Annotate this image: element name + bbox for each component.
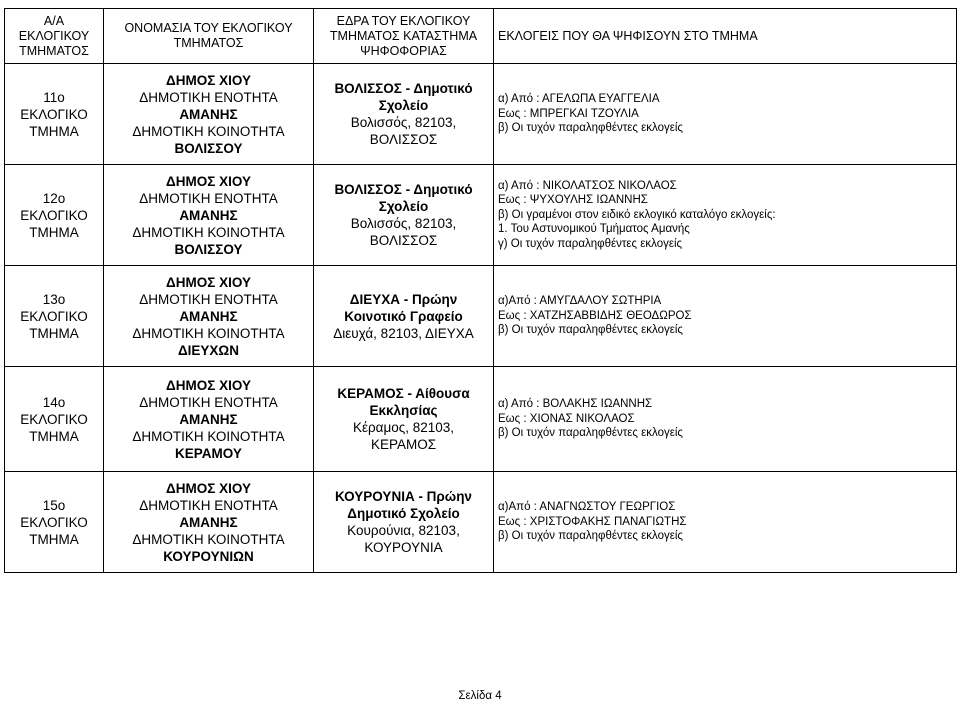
name-line: ΑΜΑΝΗΣ	[179, 411, 238, 427]
name-line: ΔΗΜΟΤΙΚΗ ΕΝΟΤΗΤΑ	[139, 89, 278, 105]
name-line: ΔΗΜΟΣ ΧΙΟΥ	[166, 377, 251, 393]
name-line: ΑΜΑΝΗΣ	[179, 106, 238, 122]
station-number	[5, 472, 104, 573]
station-number	[5, 64, 104, 165]
name-line: ΔΗΜΟΣ ΧΙΟΥ	[166, 173, 251, 189]
station-number	[5, 266, 104, 367]
table-row	[5, 367, 957, 472]
voters-line: β) Οι τυχόν παραληφθέντες εκλογείς	[498, 530, 683, 543]
header-line: ΕΚΛΟΓΕΙΣ ΠΟΥ ΘΑ ΨΗΦΙΣΟΥΝ ΣΤΟ ΤΜΗΜΑ	[498, 28, 758, 43]
name-line: ΔΙΕΥΧΩΝ	[177, 342, 240, 358]
number-line: ΤΜΗΜΑ	[29, 531, 79, 547]
name-line: ΒΟΛΙΣΣΟΥ	[174, 140, 243, 156]
station-seat	[314, 165, 494, 266]
header-line: Α/Α	[43, 13, 65, 28]
seat-line: Εκκλησίας	[369, 403, 438, 418]
name-line: ΔΗΜΟΤΙΚΗ ΚΟΙΝΟΤΗΤΑ	[132, 325, 285, 341]
seat-line: Σχολείο	[378, 98, 429, 113]
station-name	[104, 165, 314, 266]
number-line: ΤΜΗΜΑ	[29, 123, 79, 139]
name-line: ΔΗΜΟΤΙΚΗ ΕΝΟΤΗΤΑ	[139, 497, 278, 513]
polling-stations-table	[4, 8, 957, 573]
name-line: ΔΗΜΟΣ ΧΙΟΥ	[166, 274, 251, 290]
header-col-name	[104, 9, 314, 64]
name-line: ΚΕΡΑΜΟΥ	[175, 445, 242, 461]
station-seat	[314, 367, 494, 472]
name-line: ΑΜΑΝΗΣ	[179, 207, 238, 223]
table-row	[5, 64, 957, 165]
number-line: ΤΜΗΜΑ	[29, 325, 79, 341]
table-header-row	[5, 9, 957, 64]
station-voters	[494, 472, 957, 573]
voters-line: β) Οι γραμένοι στον ειδικό εκλογικό καταλόγο εκλογείς:	[498, 208, 776, 221]
seat-line: Σχολείο	[378, 199, 429, 214]
name-line: ΔΗΜΟΤΙΚΗ ΕΝΟΤΗΤΑ	[139, 291, 278, 307]
number-line: 12ο	[42, 190, 66, 206]
name-line: ΔΗΜΟΣ ΧΙΟΥ	[166, 480, 251, 496]
number-line: 11ο	[43, 89, 65, 105]
voters-line: Εως : ΧΙΟΝΑΣ ΝΙΚΟΛΑΟΣ	[498, 412, 635, 425]
voters-line: α) Από : ΒΟΛΑΚΗΣ ΙΩΑΝΝΗΣ	[498, 398, 653, 411]
header-line: ΤΜΗΜΑΤΟΣ ΚΑΤΑΣΤΗΜΑ	[329, 28, 478, 43]
voters-line: 1. Του Αστυνομικού Τμήματος Αμανής	[498, 223, 690, 236]
number-line: 14ο	[42, 394, 66, 410]
header-line: ΟΝΟΜΑΣΙΑ ΤΟΥ ΕΚΛΟΓΙΚΟΥ	[124, 21, 293, 35]
page-number: Σελίδα 4	[458, 690, 502, 702]
name-line: ΔΗΜΟΤΙΚΗ ΕΝΟΤΗΤΑ	[139, 190, 278, 206]
table-row	[5, 165, 957, 266]
voters-line: Εως : ΜΠΡΕΓΚΑΙ ΤΖΟΥΛΙΑ	[498, 107, 639, 120]
number-line: ΤΜΗΜΑ	[29, 428, 79, 444]
voters-line: α)Από : ΑΜΥΓΔΑΛΟΥ ΣΩΤΗΡΙΑ	[498, 295, 662, 308]
name-line: ΔΗΜΟΤΙΚΗ ΚΟΙΝΟΤΗΤΑ	[132, 531, 285, 547]
seat-line: ΒΟΛΙΣΣΟΣ	[369, 233, 438, 248]
number-line: ΕΚΛΟΓΙΚΟ	[20, 308, 88, 324]
header-line: ΕΔΡΑ ΤΟΥ ΕΚΛΟΓΙΚΟΥ	[336, 13, 471, 28]
header-col-seat	[314, 9, 494, 64]
voters-line: β) Οι τυχόν παραληφθέντες εκλογείς	[498, 324, 683, 337]
name-line: ΔΗΜΟΣ ΧΙΟΥ	[166, 72, 251, 88]
seat-line: Βολισσός, 82103,	[350, 216, 457, 231]
seat-line: ΒΟΛΙΣΣΟΣ	[369, 132, 438, 147]
station-voters	[494, 64, 957, 165]
station-seat	[314, 64, 494, 165]
name-line: ΔΗΜΟΤΙΚΗ ΚΟΙΝΟΤΗΤΑ	[132, 123, 285, 139]
name-line: ΔΗΜΟΤΙΚΗ ΚΟΙΝΟΤΗΤΑ	[132, 428, 285, 444]
name-line: ΑΜΑΝΗΣ	[179, 308, 238, 324]
header-line: ΤΜΗΜΑΤΟΣ	[19, 43, 89, 58]
table-row	[5, 266, 957, 367]
station-name	[104, 472, 314, 573]
seat-line: Διευχά, 82103, ΔΙΕΥΧΑ	[333, 325, 474, 341]
voters-line: γ) Οι τυχόν παραληφθέντες εκλογείς	[498, 237, 683, 250]
number-line: ΕΚΛΟΓΙΚΟ	[20, 514, 88, 530]
station-seat	[314, 266, 494, 367]
station-number	[5, 367, 104, 472]
voters-line: Εως : ΧΡΙΣΤΟΦΑΚΗΣ ΠΑΝΑΓΙΩΤΗΣ	[498, 515, 687, 528]
seat-line: Κουρούνια, 82103,	[347, 523, 460, 538]
seat-line: Κέραμος, 82103,	[352, 420, 455, 435]
name-line: ΔΗΜΟΤΙΚΗ ΕΝΟΤΗΤΑ	[139, 394, 278, 410]
seat-line: ΚΟΥΡΟΥΝΙΑ - Πρώην	[335, 489, 472, 504]
header-col-number	[5, 9, 104, 64]
station-voters	[494, 266, 957, 367]
header-line: ΤΜΗΜΑΤΟΣ	[173, 36, 244, 50]
station-seat	[314, 472, 494, 573]
number-line: 15ο	[42, 497, 66, 513]
station-voters	[494, 367, 957, 472]
voters-line: α)Από : ΑΝΑΓΝΩΣΤΟΥ ΓΕΩΡΓΙΟΣ	[498, 501, 676, 514]
seat-line: ΚΟΥΡΟΥΝΙΑ	[364, 540, 443, 555]
seat-line: Βολισσός, 82103,	[350, 115, 457, 130]
station-name	[104, 367, 314, 472]
number-line: ΕΚΛΟΓΙΚΟ	[20, 106, 88, 122]
station-name	[104, 64, 314, 165]
name-line: ΑΜΑΝΗΣ	[179, 514, 238, 530]
number-line: ΤΜΗΜΑ	[29, 224, 79, 240]
station-number	[5, 165, 104, 266]
voters-line: β) Οι τυχόν παραληφθέντες εκλογείς	[498, 122, 683, 135]
number-line: 13ο	[42, 291, 66, 307]
seat-line: ΒΟΛΙΣΣΟΣ - Δημοτικό	[334, 182, 473, 197]
seat-line: ΔΙΕΥΧΑ - Πρώην	[349, 291, 458, 307]
voters-line: α) Από : ΑΓΕΛΩΠΑ ΕΥΑΓΓΕΛΙΑ	[498, 93, 660, 106]
seat-line: ΚΕΡΑΜΟΣ - Αίθουσα	[337, 386, 470, 401]
number-line: ΕΚΛΟΓΙΚΟ	[20, 207, 88, 223]
seat-line: ΒΟΛΙΣΣΟΣ - Δημοτικό	[334, 81, 473, 96]
voters-line: β) Οι τυχόν παραληφθέντες εκλογείς	[498, 427, 683, 440]
voters-line: α) Από : ΝΙΚΟΛΑΤΣΟΣ ΝΙΚΟΛΑΟΣ	[498, 179, 677, 192]
name-line: ΔΗΜΟΤΙΚΗ ΚΟΙΝΟΤΗΤΑ	[132, 224, 285, 240]
station-name	[104, 266, 314, 367]
header-line: ΕΚΛΟΓΙΚΟΥ	[18, 28, 90, 43]
voters-line: Εως : ΨΥΧΟΥΛΗΣ ΙΩΑΝΝΗΣ	[498, 194, 648, 207]
header-col-voters	[494, 9, 957, 64]
station-voters	[494, 165, 957, 266]
number-line: ΕΚΛΟΓΙΚΟ	[20, 411, 88, 427]
table-row	[5, 472, 957, 573]
name-line: ΒΟΛΙΣΣΟΥ	[174, 241, 243, 257]
voters-line: Εως : ΧΑΤΖΗΣΑΒΒΙΔΗΣ ΘΕΟΔΩΡΟΣ	[498, 309, 692, 322]
seat-line: Κοινοτικό Γραφείο	[344, 308, 463, 324]
seat-line: Δημοτικό Σχολείο	[347, 506, 460, 521]
seat-line: ΚΕΡΑΜΟΣ	[370, 437, 437, 452]
header-line: ΨΗΦΟΦΟΡΙΑΣ	[360, 43, 447, 58]
name-line: ΚΟΥΡΟΥΝΙΩΝ	[163, 548, 254, 564]
